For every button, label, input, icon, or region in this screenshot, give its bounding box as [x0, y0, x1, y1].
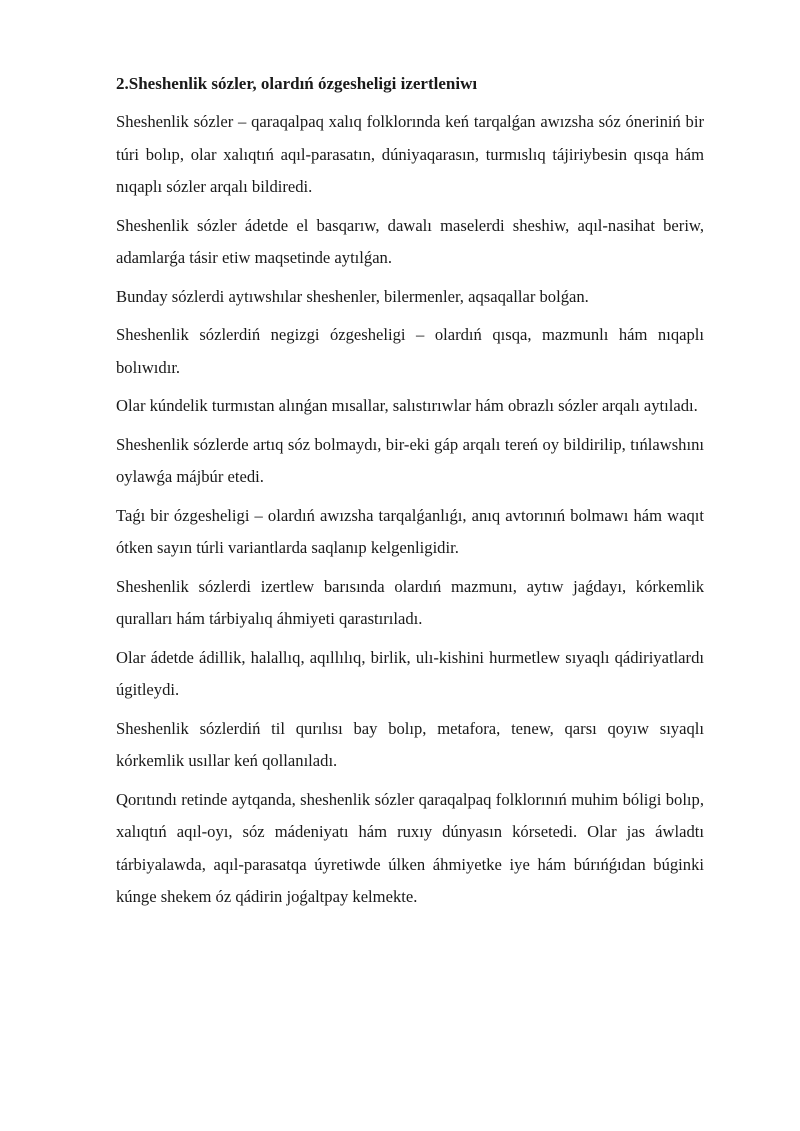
paragraph-3: Bunday sózlerdi aytıwshılar sheshenler, bilermenler, aqsaqallar bolǵan.: [116, 286, 589, 306]
document-page: [116, 72, 704, 920]
paragraph-7: Taǵı bir ózgesheligi – olardıń awızsha tarqalǵanlıǵı, anıq avtorınıń bolmawı hám waqıt ótken sayın túrli variantlarda saqlanıp kelgenligidir.: [116, 505, 704, 557]
section-heading: 2.Sheshenlik sózler, olardıń ózgesheligi izertleniwı: [116, 74, 478, 93]
paragraph-4: Sheshenlik sózlerdiń negizgi ózgesheligi – olardıń qısqa, mazmunlı hám nıqaplı bolıwıdır.: [116, 325, 704, 377]
paragraph-1: Sheshenlik sózler – qaraqalpaq xalıq folklorında keń tarqalǵan awızsha sóz óneriniń bir túri bolıp, olar xalıqtıń aqıl-parasatın, dúniyaqarasın, turmıslıq tájiriybesin qısqa hám nıqaplı sózler arqalı bildiredi.: [116, 112, 704, 196]
paragraph-2: Sheshenlik sózler ádetde el basqarıw, dawalı maselerdi sheshiw, aqıl-nasihat beriw, adamlarǵa tásir etiw maqsetinde aytılǵan.: [116, 215, 704, 267]
paragraph-11: Qorıtındı retinde aytqanda, sheshenlik sózler qaraqalpaq folklorınıń muhim bóligi bolıp, xalıqtıń aqıl-oyı, sóz mádeniyatı hám ruxıy dúnyasın kórsetedi. Olar jas áwladtı tárbiyalawda, aqıl-parasatqa úyretiwde úlken áhmiyetke iye hám búrıńǵıdan búginki kúnge shekem óz qádirin joǵaltpay kelmekte.: [116, 789, 704, 906]
paragraph-10: Sheshenlik sózlerdiń til qurılısı bay bolıp, metafora, tenew, qarsı qoyıw sıyaqlı kórkemlik usıllar keń qollanıladı.: [116, 718, 704, 770]
paragraph-8: Sheshenlik sózlerdi izertlew barısında olardıń mazmunı, aytıw jaǵdayı, kórkemlik quralları hám tárbiyalıq áhmiyeti qarastırıladı.: [116, 576, 704, 628]
paragraph-6: Sheshenlik sózlerde artıq sóz bolmaydı, bir-eki gáp arqalı tereń oy bildirilip, tıńlawshını oylawǵa májbúr etedi.: [116, 434, 704, 486]
paragraph-5: Olar kúndelik turmıstan alınǵan mısallar, salıstırıwlar hám obrazlı sózler arqalı aytıladı.: [116, 396, 698, 415]
paragraph-9: Olar ádetde ádillik, halallıq, aqıllılıq, birlik, ulı-kishini hurmetlew sıyaqlı qádiriyatlardı úgitleydi.: [116, 647, 704, 699]
